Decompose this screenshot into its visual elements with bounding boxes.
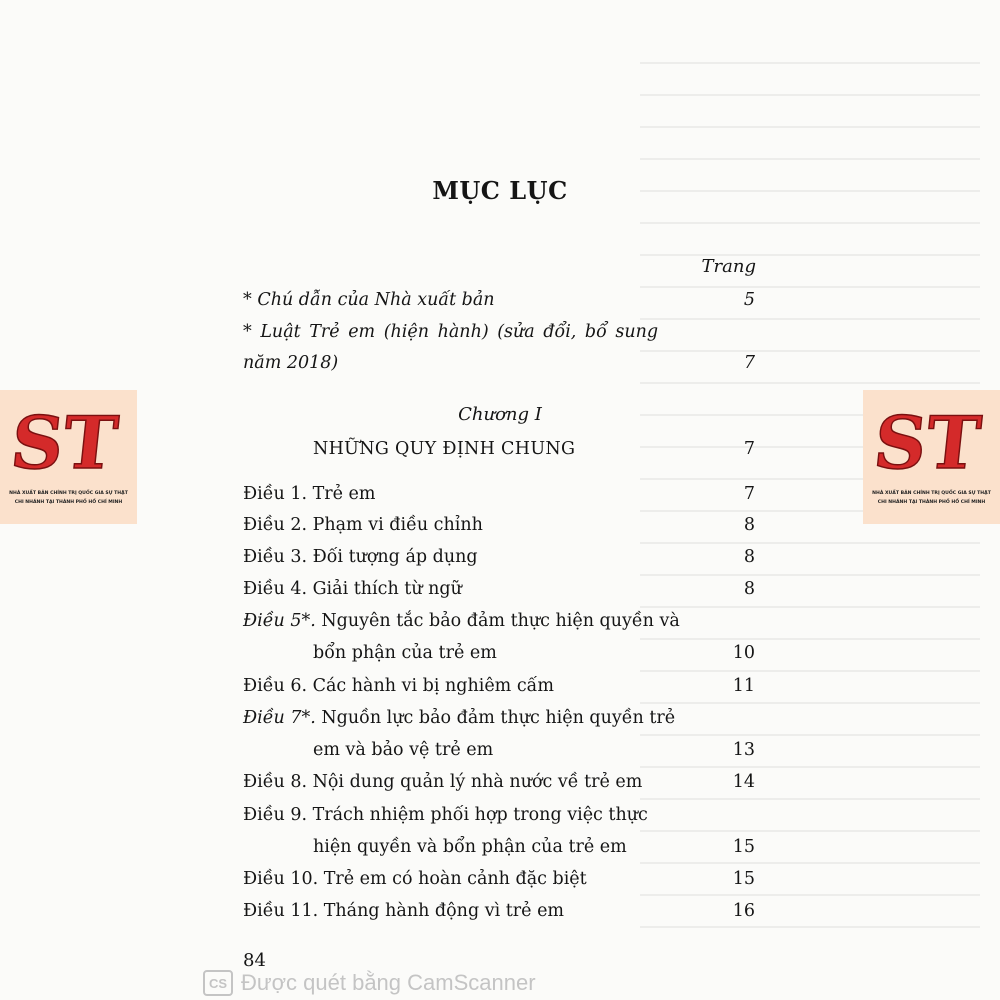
article-label: Nguồn lực bảo đảm thực hiện quyền trẻ — [315, 708, 676, 728]
toc-article — [243, 481, 755, 507]
publisher-badge-right — [863, 390, 1000, 524]
toc-entry-page: 5 — [743, 290, 755, 310]
article-label: Điều 4. Giải thích từ ngữ — [243, 579, 462, 599]
logo-text: ST — [869, 401, 985, 487]
article-page: 7 — [743, 484, 755, 504]
toc-entry-page: 7 — [743, 353, 755, 373]
article-page: 14 — [732, 772, 755, 792]
article-label: Điều 2. Phạm vi điều chỉnh — [243, 515, 483, 535]
page-title: MỤC LỤC — [432, 176, 568, 205]
publisher-name: NHÀ XUẤT BẢN CHÍNH TRỊ QUỐC GIA SỰ THẬT — [872, 491, 991, 496]
chapter-heading-row — [313, 436, 755, 462]
toc-article — [243, 898, 755, 924]
toc-article — [243, 769, 755, 795]
camscanner-text: Được quét bằng CamScanner — [241, 970, 536, 995]
article-label: Điều 3. Đối tượng áp dụng — [243, 547, 478, 567]
article-label: Điều 10. Trẻ em có hoàn cảnh đặc biệt — [243, 869, 587, 889]
toc-article — [243, 802, 755, 828]
st-logo-icon — [869, 398, 985, 487]
article-label: Điều 11. Tháng hành động vì trẻ em — [243, 901, 565, 921]
article-label: Điều 9. Trách nhiệm phối hợp trong việc thực — [243, 805, 648, 825]
chapter-label: Chương I — [458, 404, 542, 425]
article-prefix: Điều 7*. — [243, 708, 316, 728]
chapter-heading: NHỮNG QUY ĐỊNH CHUNG — [313, 439, 576, 459]
st-logo-icon — [6, 398, 122, 487]
toc-entry-label: * Luật Trẻ em (hiện hành) (sửa đổi, bổ sung — [243, 322, 659, 342]
logo-text: ST — [6, 401, 122, 487]
toc-article — [243, 705, 755, 731]
publisher-name: NHÀ XUẤT BẢN CHÍNH TRỊ QUỐC GIA SỰ THẬT — [9, 491, 128, 496]
page-column-header: Trang — [701, 256, 756, 277]
article-label: Điều 6. Các hành vi bị nghiêm cấm — [243, 676, 554, 696]
article-label: hiện quyền và bổn phận của trẻ em — [313, 837, 627, 857]
toc-entry-label: năm 2018) — [243, 353, 339, 373]
article-page: 11 — [732, 676, 755, 696]
article-prefix: Điều 5*. — [243, 611, 316, 631]
article-label: bổn phận của trẻ em — [313, 643, 497, 663]
publisher-branch: CHI NHÁNH TẠI THÀNH PHỐ HỒ CHÍ MINH — [14, 500, 123, 505]
toc-entry-label: * Chú dẫn của Nhà xuất bản — [243, 290, 495, 310]
toc-article-continued — [313, 640, 755, 666]
toc-entry — [243, 319, 755, 345]
article-page: 15 — [732, 869, 755, 889]
article-page: 13 — [732, 740, 755, 760]
publisher-badge-left — [0, 390, 137, 524]
publisher-branch: CHI NHÁNH TẠI THÀNH PHỐ HỒ CHÍ MINH — [877, 500, 986, 505]
article-label: Điều 1. Trẻ em — [243, 484, 376, 504]
article-page: 8 — [743, 547, 755, 567]
toc-article — [243, 608, 755, 634]
article-page: 8 — [743, 579, 755, 599]
article-label: Nguyên tắc bảo đảm thực hiện quyền và — [315, 611, 680, 631]
toc-article — [243, 544, 755, 570]
toc-entry — [243, 350, 755, 376]
toc-article-continued — [313, 834, 755, 860]
article-page: 15 — [732, 837, 755, 857]
camscanner-icon: CS — [203, 970, 233, 996]
article-label: em và bảo vệ trẻ em — [313, 740, 494, 760]
toc-article — [243, 512, 755, 538]
toc-article — [243, 576, 755, 602]
article-page: 16 — [732, 901, 755, 921]
toc-article-continued — [313, 737, 755, 763]
toc-entry — [243, 287, 755, 313]
toc-article — [243, 866, 755, 892]
article-label: Điều 8. Nội dung quản lý nhà nước về trẻ em — [243, 772, 643, 792]
chapter-page: 7 — [743, 439, 755, 459]
page-number: 84 — [243, 950, 266, 971]
toc-article — [243, 673, 755, 699]
article-page: 8 — [743, 515, 755, 535]
article-page: 10 — [732, 643, 755, 663]
camscanner-watermark — [203, 969, 536, 997]
